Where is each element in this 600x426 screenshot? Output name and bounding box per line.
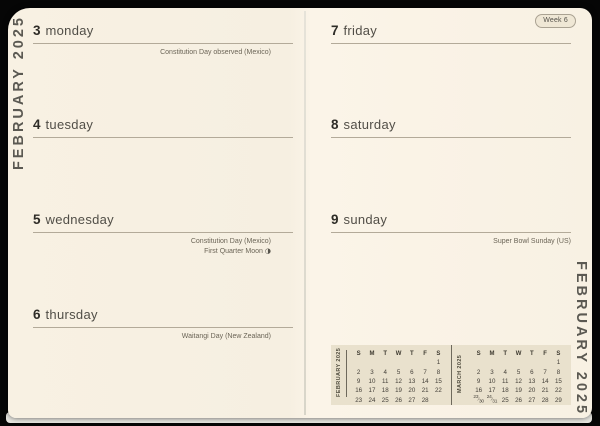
holiday-note — [331, 237, 571, 247]
minical-day-cell: 4 — [383, 368, 387, 376]
day-name: sunday — [343, 212, 388, 227]
day-title — [331, 212, 571, 233]
minical-weekday-header: W — [515, 350, 522, 357]
minical-day-cell: 2 — [356, 368, 361, 376]
minical-day-cell: 20 — [408, 387, 416, 395]
day-name: monday — [45, 23, 94, 38]
holiday-note-text: First Quarter Moon — [204, 247, 263, 255]
minical-day-cell: 14 — [421, 378, 429, 386]
day-title — [33, 117, 293, 138]
minical-weekday-header: T — [530, 350, 534, 357]
minical-day-cell: 16 — [355, 387, 363, 395]
minical-day-cell: 19 — [395, 387, 402, 395]
minical-day-cell: 18 — [501, 387, 509, 395]
day-title — [33, 23, 293, 44]
minical-day-cell: 6 — [530, 368, 534, 376]
minical-weekday-header: S — [556, 350, 561, 357]
minical-day-cell: 21 — [541, 387, 549, 395]
minical-day-cell: 23 — [355, 396, 363, 404]
day-number: 6 — [33, 307, 41, 322]
holiday-notes — [33, 237, 293, 256]
minical-day-cell: 7 — [423, 368, 427, 376]
day-name: wednesday — [45, 212, 114, 227]
minical-day-cell: 19 — [515, 387, 522, 395]
minical-weekday-header: F — [543, 350, 547, 357]
minical-day-cell: 12 — [395, 378, 402, 386]
overflow-date-top: 23 — [473, 395, 479, 401]
holiday-note — [33, 332, 271, 342]
minical-day-cell: 8 — [436, 368, 441, 376]
mini-calendar-grid — [472, 349, 565, 405]
minical-day-cell: 15 — [554, 378, 562, 386]
left-page — [8, 8, 304, 418]
minical-day-cell: 10 — [488, 378, 496, 386]
minical-day-cell: 28 — [421, 396, 429, 404]
minical-day-cell: 11 — [382, 378, 389, 386]
minical-day-cell: 22 — [554, 387, 562, 395]
minical-day-cell: 27 — [528, 396, 536, 404]
minical-day-cell: 3 — [490, 368, 494, 376]
day-name: thursday — [45, 307, 98, 322]
holiday-note-text: Constitution Day observed (Mexico) — [160, 49, 271, 56]
minical-day-cell: $^{23}⁄_{30}$ — [473, 395, 484, 405]
minical-day-cell: 20 — [528, 387, 536, 395]
minical-day-cell: 26 — [515, 396, 522, 404]
minical-day-cell: 1 — [436, 359, 441, 367]
day-title — [33, 212, 293, 233]
mini-calendar-current-month — [331, 345, 450, 405]
minical-day-cell: 17 — [488, 387, 496, 395]
mini-calendar-next-month — [451, 345, 570, 405]
first-quarter-moon-icon: ◑ — [264, 246, 271, 255]
day-title — [331, 117, 571, 138]
day-entry-monday — [33, 23, 293, 58]
minical-day-cell: 9 — [476, 378, 481, 386]
minical-day-cell: 4 — [503, 368, 507, 376]
minical-day-cell: 13 — [528, 378, 536, 386]
day-number: 7 — [331, 23, 339, 38]
holiday-notes — [331, 237, 571, 247]
minical-weekday-header: F — [423, 350, 427, 357]
day-name: friday — [343, 23, 378, 38]
minical-day-cell: 21 — [421, 387, 429, 395]
minical-day-cell: 17 — [368, 387, 376, 395]
day-number: 3 — [33, 23, 41, 38]
minical-day-cell: 7 — [543, 368, 547, 376]
minical-day-cell: 5 — [516, 368, 521, 376]
minical-day-cell: 28 — [541, 396, 549, 404]
minical-day-cell: 1 — [556, 359, 561, 367]
holiday-note-text: Constitution Day (Mexico) — [190, 238, 271, 245]
minical-day-cell: 5 — [396, 368, 401, 376]
day-number: 9 — [331, 212, 339, 227]
minical-day-cell: 10 — [368, 378, 376, 386]
minical-day-cell: 3 — [370, 368, 374, 376]
holiday-note-text: Super Bowl Sunday (US) — [493, 238, 571, 245]
minical-weekday-header: T — [383, 350, 388, 357]
day-entry-sunday — [331, 212, 571, 247]
week-number-badge: Week 6 — [535, 14, 576, 28]
mini-calendars-panel — [331, 345, 571, 405]
planner-week-spread — [8, 8, 592, 418]
minical-day-cell: 2 — [476, 368, 481, 376]
minical-day-cell: $^{24}⁄_{31}$ — [486, 395, 498, 405]
day-entry-saturday — [331, 117, 571, 142]
minical-day-cell: 25 — [381, 396, 389, 404]
minical-weekday-header: S — [356, 350, 361, 357]
day-name: saturday — [343, 117, 396, 132]
holiday-note — [33, 48, 271, 58]
minical-day-cell: 18 — [381, 387, 389, 395]
minical-day-cell: 6 — [410, 368, 414, 376]
holiday-note-text: Waitangi Day (New Zealand) — [181, 333, 271, 340]
minical-day-cell: 14 — [541, 378, 549, 386]
day-number: 4 — [33, 117, 41, 132]
day-number: 5 — [33, 212, 41, 227]
right-spine-month-label: FEBRUARY 2025 — [573, 260, 589, 416]
minical-day-cell: 22 — [434, 387, 442, 395]
day-entry-thursday — [33, 307, 293, 342]
minical-weekday-header: S — [476, 350, 481, 357]
minical-day-cell: 9 — [356, 378, 361, 386]
right-page — [306, 8, 592, 418]
left-spine-month-label: FEBRUARY 2025 — [11, 15, 27, 171]
minical-day-cell: 27 — [408, 396, 416, 404]
minical-weekday-header: W — [395, 350, 402, 357]
holiday-notes — [33, 332, 293, 342]
minical-day-cell: 13 — [408, 378, 416, 386]
mini-calendar-month-label: MARCH 2025 — [457, 354, 463, 393]
minical-day-cell: 15 — [434, 378, 442, 386]
minical-weekday-header: S — [436, 350, 441, 357]
day-name: tuesday — [45, 117, 94, 132]
minical-day-cell: 16 — [475, 387, 483, 395]
mini-calendar-month-label: FEBRUARY 2025 — [336, 350, 347, 397]
overflow-date-bottom: 31 — [492, 399, 498, 405]
minical-day-cell: 26 — [395, 396, 402, 404]
minical-day-cell: 11 — [502, 378, 509, 386]
day-title — [33, 307, 293, 328]
holiday-note — [33, 237, 271, 247]
minical-weekday-header: M — [489, 350, 495, 357]
day-entry-tuesday — [33, 117, 293, 142]
mini-calendar-grid — [352, 349, 445, 405]
minical-weekday-header: M — [369, 350, 375, 357]
minical-weekday-header: T — [410, 350, 414, 357]
minical-day-cell: 12 — [515, 378, 522, 386]
minical-day-cell: 24 — [368, 396, 376, 404]
overflow-date-top: 24 — [486, 395, 492, 401]
overflow-date-bottom: 30 — [478, 399, 484, 405]
minical-day-cell: 8 — [556, 368, 561, 376]
holiday-note — [33, 247, 271, 257]
day-entry-friday — [331, 23, 571, 48]
day-entry-wednesday — [33, 212, 293, 256]
minical-weekday-header: T — [503, 350, 508, 357]
day-number: 8 — [331, 117, 339, 132]
minical-day-cell: 25 — [501, 396, 509, 404]
holiday-notes — [33, 48, 293, 58]
day-title — [331, 23, 571, 44]
minical-day-cell: 29 — [554, 396, 562, 404]
left-page-days — [8, 8, 304, 418]
